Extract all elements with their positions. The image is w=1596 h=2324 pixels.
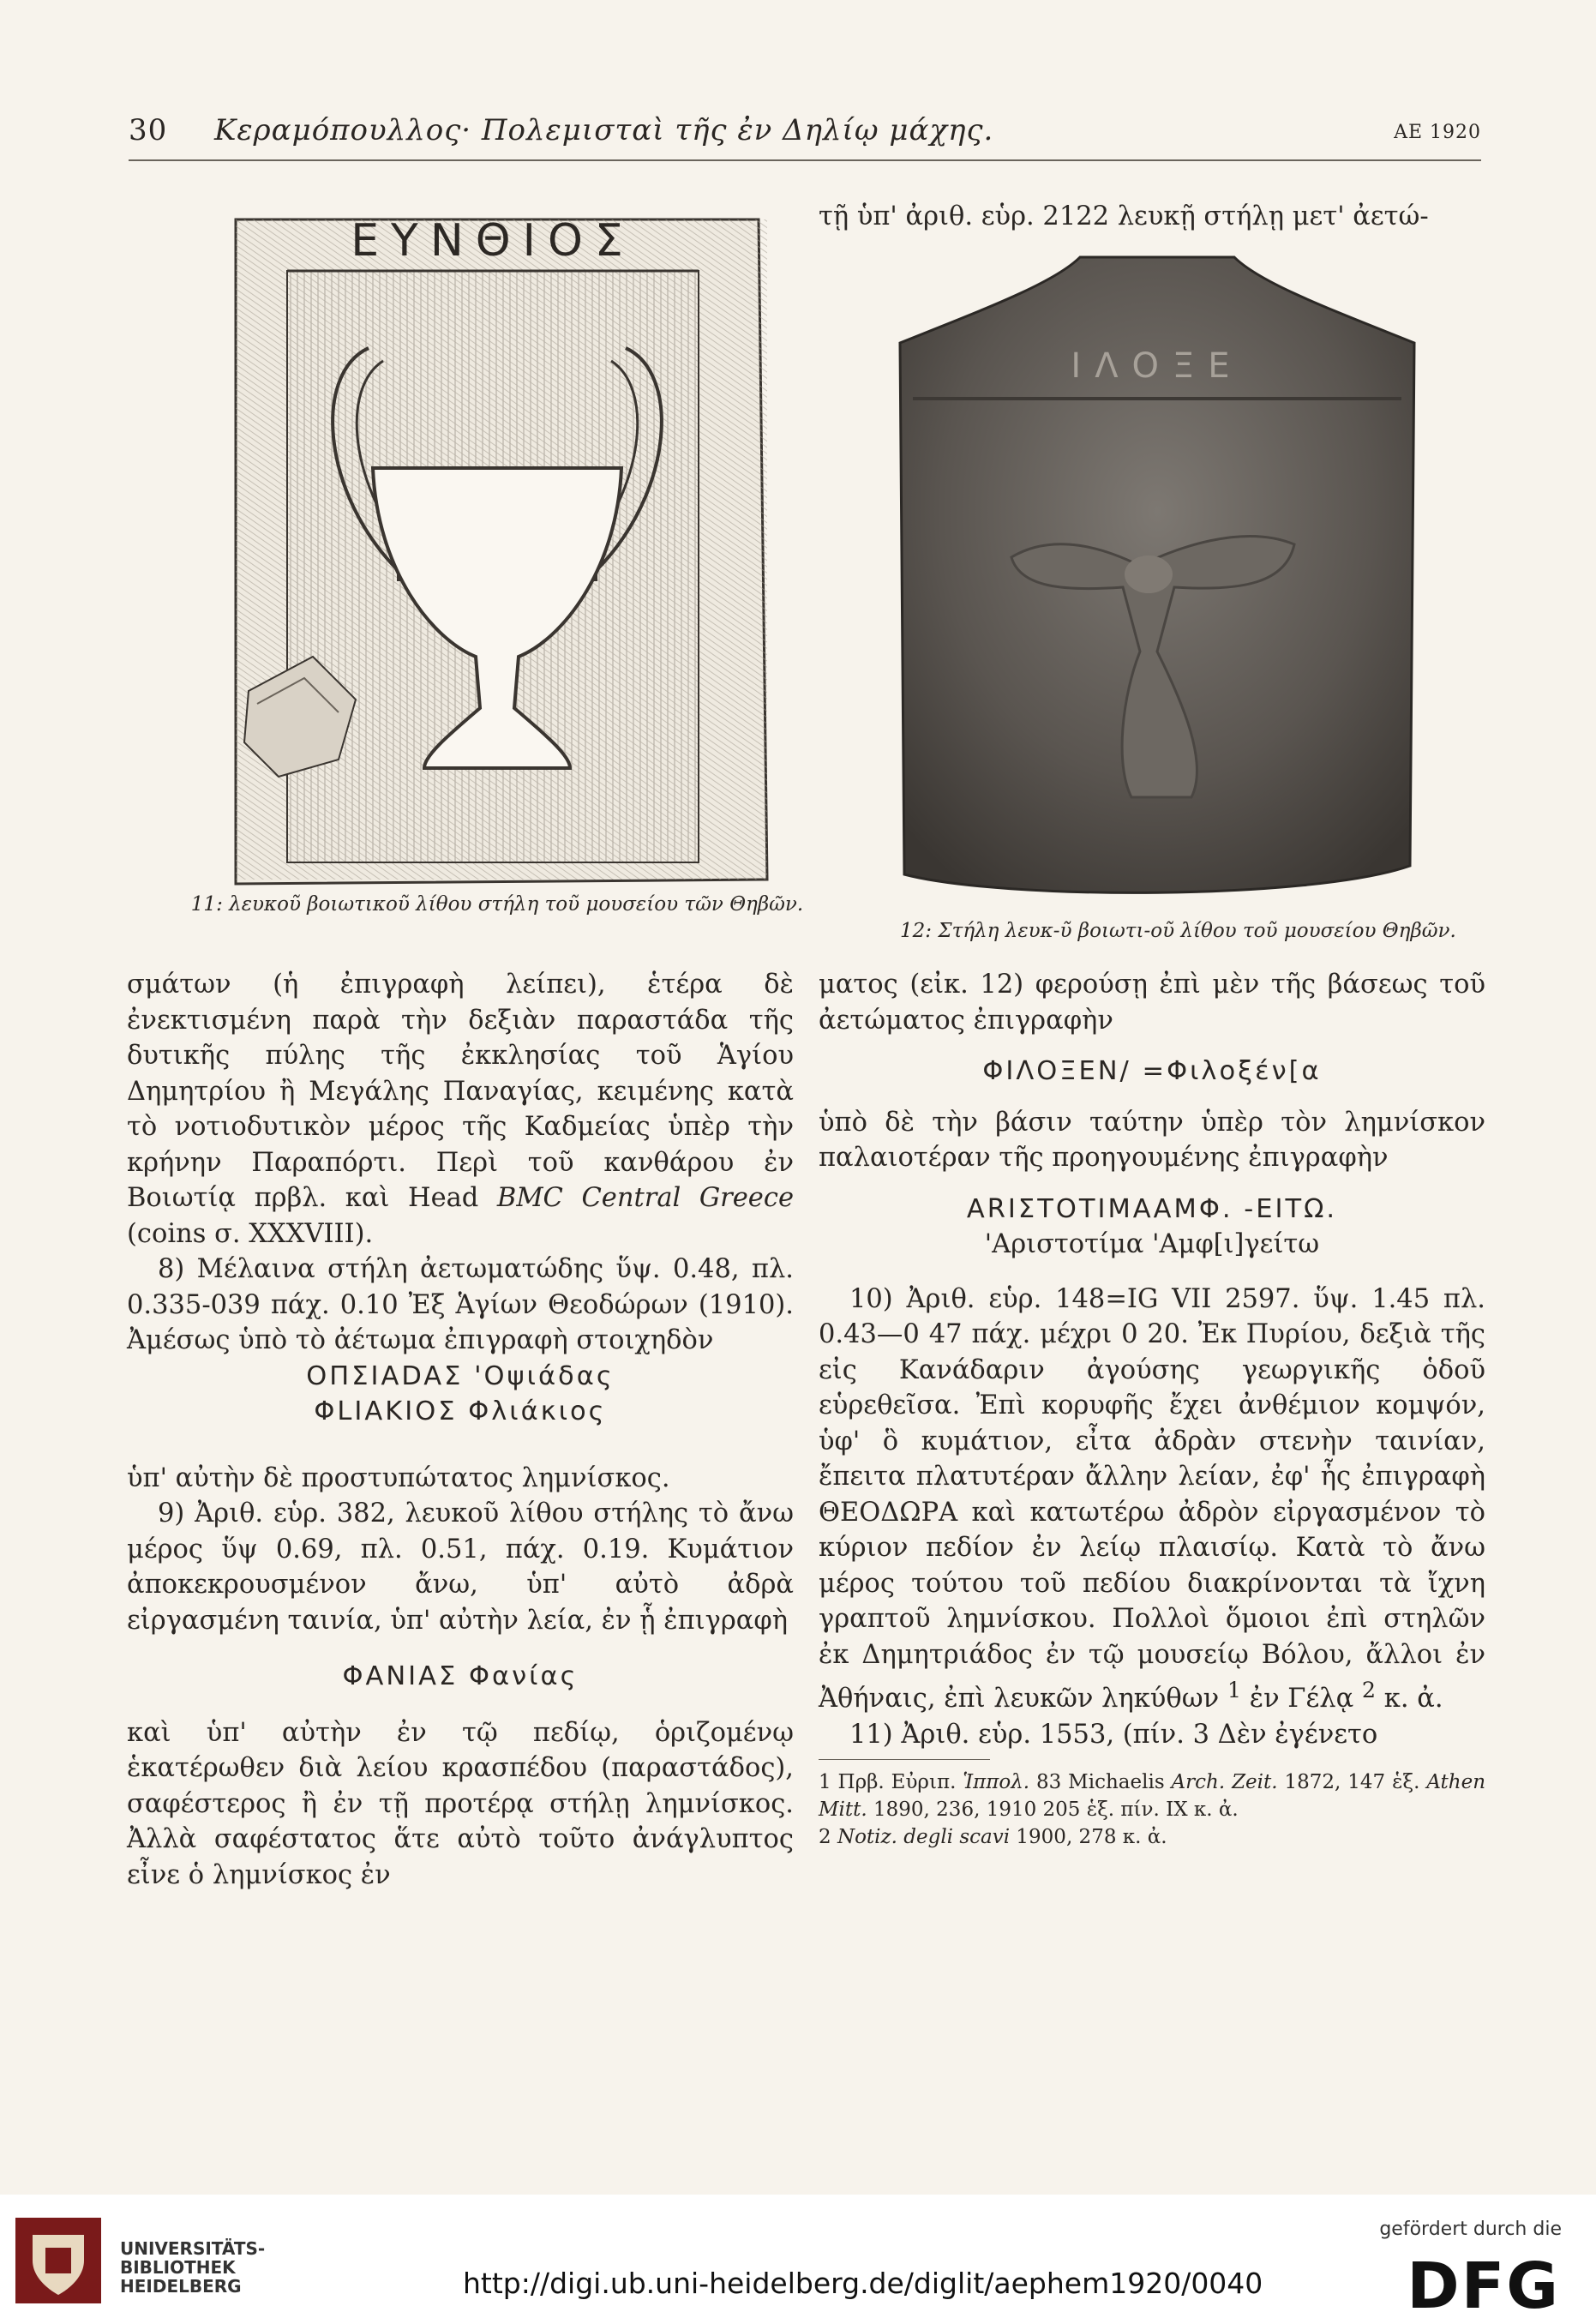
paragraph-lemniskos: ὑπ' αὐτὴν δὲ προστυπώτατος λημνίσκος. <box>127 1462 670 1493</box>
inscription-opsiadas: ΟΠΣΙΑDAΣ 'Οψιάδας <box>306 1360 615 1391</box>
footnote-ref-2[interactable]: 2 <box>1361 1677 1377 1702</box>
paragraph-field: καὶ ὑπ' αὐτὴν ἐν τῷ πεδίῳ, ὁριζομένῳ ἑκατέρωθεν διὰ λείου κρασπέδου (παραστάδος), σαφέστερος ἢ ἐν τῇ προτέρᾳ στήλῃ λημνίσκος. Ἀλλὰ σαφέστατος ἅτε αὐτὸ τοῦτο ἀνάγλυπτος εἶνε ὁ λημνίσκος ἐν <box>127 1717 794 1890</box>
right-column <box>819 967 1485 1851</box>
figure-11-stele-drawing <box>219 211 776 888</box>
paragraph-continuation: σμάτων (ἡ ἐπιγραφὴ λείπει), ἑτέρα δὲ ἐνεκτισμένη παρὰ τὴν δεξιὰν παραστάδα τῆς δυτικῆς πύλης τῆς ἐκκλησίας τοῦ Ἁγίου Δημητρίου ἢ Μεγάλης Παναγίας, κειμένης κατὰ τὸ νοτιοδυτικὸν μέρος τῆς Καδμείας ὑπὲρ τὴν κρήνην Παραπόρτι. Περὶ τοῦ κανθάρου ἐν Βοιωτίᾳ πρβλ. καὶ Head BMC Central Greece (coins σ. XXXVIII). <box>127 970 794 1249</box>
journal-label: ΑΕ 1920 <box>1394 122 1481 143</box>
footnote-ref-1[interactable]: 1 <box>1227 1677 1241 1702</box>
figure-12-stele-photo <box>883 249 1431 909</box>
digitization-footer <box>0 2195 1596 2324</box>
running-title: Κεραμόπουλλος· Πολεμισταὶ τῆς ἐν Δηλίῳ μάχης. <box>214 113 994 147</box>
funding-caption: gefördert durch die <box>1379 2219 1562 2240</box>
footnote-2: 2 Notiz. degli scavi 1900, 278 κ. ἀ. <box>819 1826 1167 1849</box>
header-rule <box>129 159 1481 161</box>
paragraph-item-8: 8) Μέλαινα στήλη ἀετωματώδης ὕψ. 0.48, πλ. 0.335-039 πάχ. 0.10 Ἐξ Ἁγίων Θεοδώρων (1910). Ἀμέσως ὑπὸ τὸ ἀέτωμα ἐπιγραφὴ στοιχηδὸν <box>127 1254 794 1355</box>
figure-12-caption: 12: Στήλη λευκ-ῦ βοιωτι-οῦ λίθου τοῦ μουσείου Θηβῶν. <box>900 920 1456 942</box>
inscription-phliakios: ΦLIAKIOΣ Φλιάκιος <box>314 1396 607 1426</box>
paragraph-top-line: τῇ ὑπ' ἀριθ. εὑρ. 2122 λευκῇ στήλῃ μετ' ἀετώ- <box>819 201 1429 231</box>
footnote-rule <box>819 1759 990 1760</box>
paragraph-item-11: 11) Ἀριθ. εὑρ. 1553, (πίν. 3 Δὲν ἐγένετο <box>849 1719 1378 1750</box>
permalink-url[interactable]: http://digi.ub.uni-heidelberg.de/diglit/aephem1920/0040 <box>463 2267 1263 2300</box>
library-name: UNIVERSITÄTS- BIBLIOTHEK HEIDELBERG <box>120 2238 266 2297</box>
inscription-philoxena: ΦΙΛΟΞΕΝ/ =Φιλοξέν[α <box>982 1056 1322 1086</box>
running-head <box>129 110 1481 158</box>
page-number: 30 <box>129 113 168 147</box>
stele-kantharos-illustration <box>219 211 776 888</box>
paragraph-item-9: 9) Ἀριθ. εὑρ. 382, λευκοῦ λίθου στήλης τὸ ἄνω μέρος ὕψ 0.69, πλ. 0.51, πάχ. 0.19. Κυμάτιον ἀποκεκρουσμένον ἄνω, ὑπ' αὐτὸ ἀδρὰ εἰργασμένη ταινία, ὑπ' αὐτὴν λεία, ἐν ᾗ ἐπιγραφὴ <box>127 1498 794 1636</box>
figure-11-caption: 11: λευκοῦ βοιωτικοῦ λίθου στήλη τοῦ μουσείου τῶν Θηβῶν. <box>190 893 804 916</box>
inscription-phanias: ΦΑΝΙΑΣ Φανίας <box>342 1661 579 1691</box>
left-column <box>127 967 794 1893</box>
paragraph-older-inscription: ὑπὸ δὲ τὴν βάσιν ταύτην ὑπὲρ τὸν λημνίσκον παλαιοτέραν τῆς προηγουμένης ἐπιγραφὴν <box>819 1107 1485 1173</box>
footnote-1: 1 Πρβ. Εὐριπ. Ἱππολ. 83 Michaelis Arch. Zeit. 1872, 147 ἑξ. Athen Mitt. 1890, 236, 1910 205 ἑξ. πίν. IX κ. ἀ. <box>819 1771 1486 1822</box>
inscription-aristotima-transcription: 'Αριστοτίμα 'Αμφ[ι]γείτω <box>984 1229 1320 1259</box>
right-column-top <box>819 199 1485 235</box>
university-seal-icon <box>7 2213 110 2308</box>
paragraph-item-10: 10) Ἀριθ. εὑρ. 148=IG VII 2597. ὕψ. 1.45 πλ. 0.43—0 47 πάχ. μέχρι 0 20. Ἐκ Πυρίου, δεξιὰ τῆς εἰς Κανάδαριν ἀγούσης γεωργικῆς ὁδοῦ εὑρεθεῖσα. Ἐπὶ κορυφῆς ἔχει ἀνθέμιον κομψόν, ὑφ' ὃ κυμάτιον, εἶτα ἀδρὰν στενὴν ταινίαν, ἔπειτα πλατυτέραν ἄλλην λείαν, ἐφ' ἧς ἐπιγραφὴ ΘΕΟΔΩΡΑ καὶ κατωτέρω ἀδρὸν εἰργασμένον τὸ κύριον πεδίον ἐν λείῳ πλαισίῳ. Κατὰ τὸ ἄνω μέρος τούτου τοῦ πεδίου διακρίνονται τὰ ἴχνη γραπτοῦ λημνίσκου. Πολλοὶ ὅμοιοι ἐπὶ στηλῶν ἐκ Δημητριάδος ἐν τῷ μουσείῳ Βόλου, ἄλλοι ἐν Ἀθήναις, ἐπὶ λευκῶν ληκύθων $^1$ ἐν Γέλᾳ $^2$ κ. ἀ. <box>819 1283 1485 1714</box>
stele-ribbon-photograph <box>883 249 1431 909</box>
dfg-logo-icon: DFG <box>1407 2249 1560 2323</box>
fig11-inscription: ΕΥΝΘΙΟΣ <box>351 215 635 267</box>
fig12-inscription: ΙΛΟΞΕ <box>1071 346 1244 386</box>
paragraph-fig12-description: ματος (εἰκ. 12) φερούσῃ ἐπὶ μὲν τῆς βάσεως τοῦ ἀετώματος ἐπιγραφὴν <box>819 970 1485 1036</box>
inscription-aristotima: ΑRIΣΤΟΤΙΜΑΑΜΦ. -ΕΙΤΩ. <box>966 1193 1338 1224</box>
